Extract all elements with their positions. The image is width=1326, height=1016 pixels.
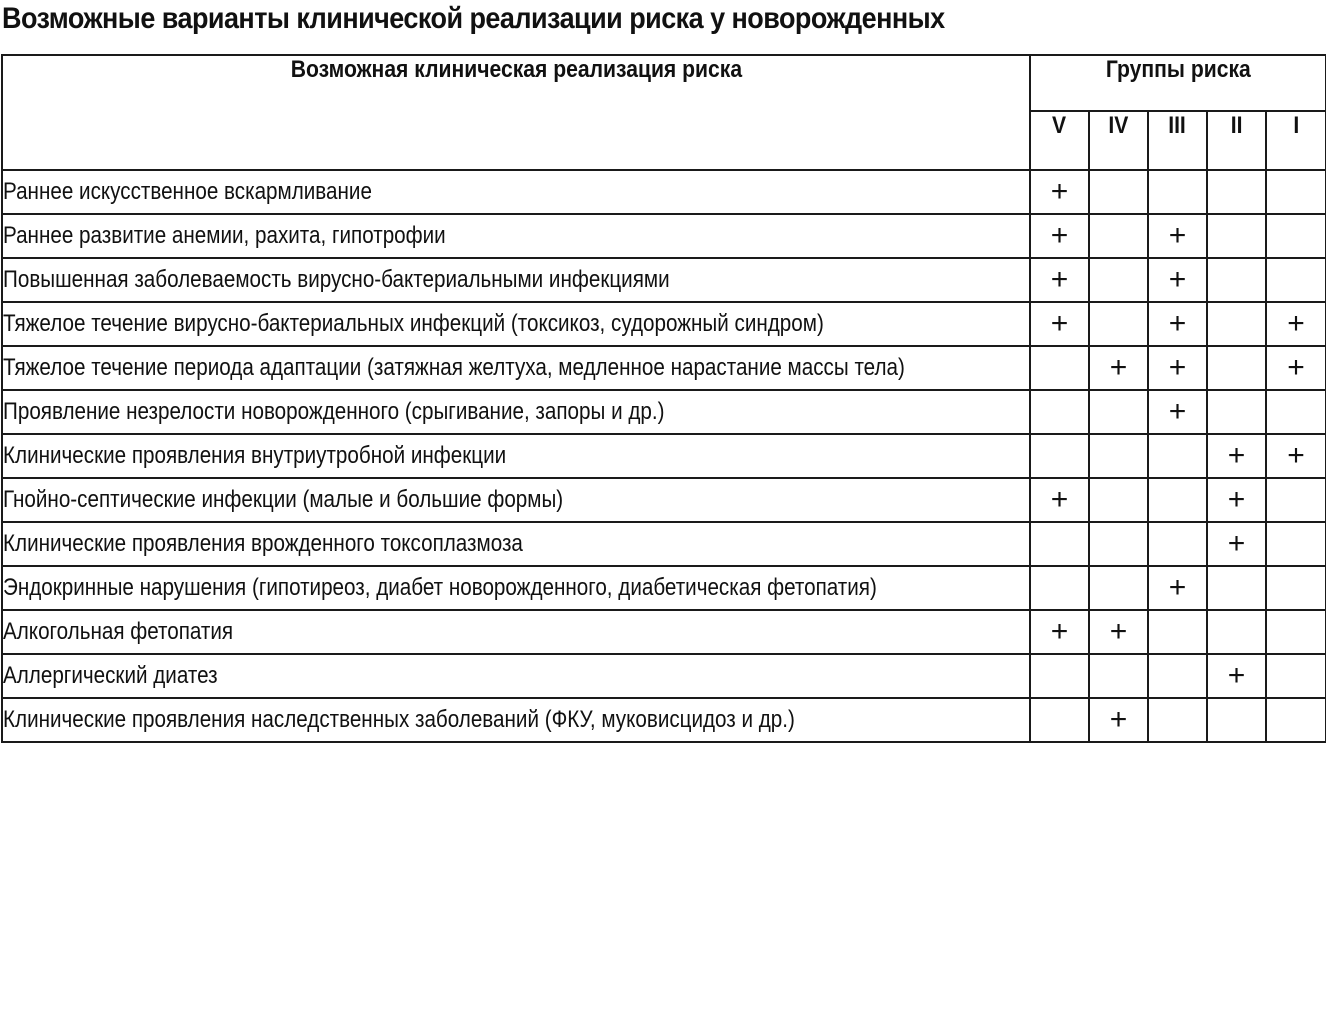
mark-cell-ii [1207,698,1266,742]
column-header-clinical-realization: Возможная клиническая реализация риска [2,55,1030,170]
row-label: Клинические проявления врожденного токсоплазмоза [2,522,1030,566]
mark-cell-ii: + [1207,522,1266,566]
mark-cell-v [1030,522,1089,566]
table-row [2,522,1326,566]
mark-cell-iv [1089,566,1148,610]
row-label: Раннее искусственное вскармливание [2,170,1030,214]
mark-cell-ii [1207,214,1266,258]
mark-cell-i [1266,390,1326,434]
row-label: Эндокринные нарушения (гипотиреоз, диабет новорожденного, диабетическая фетопатия) [2,566,1030,610]
mark-cell-i: + [1266,434,1326,478]
mark-cell-iii [1148,170,1207,214]
mark-cell-v [1030,566,1089,610]
mark-cell-ii [1207,390,1266,434]
row-label: Аллергический диатез [2,654,1030,698]
table-row [2,302,1326,346]
mark-cell-i [1266,698,1326,742]
mark-cell-ii: + [1207,478,1266,522]
table-row [2,170,1326,214]
mark-cell-i [1266,522,1326,566]
mark-cell-iii [1148,610,1207,654]
mark-cell-v [1030,654,1089,698]
mark-cell-ii [1207,170,1266,214]
mark-cell-ii [1207,566,1266,610]
group-header-iii: III [1148,111,1207,170]
mark-cell-iv [1089,434,1148,478]
group-header-v: V [1030,111,1089,170]
mark-cell-i [1266,566,1326,610]
mark-cell-v [1030,346,1089,390]
mark-cell-iii [1148,434,1207,478]
row-label: Алкогольная фетопатия [2,610,1030,654]
mark-cell-iii: + [1148,258,1207,302]
mark-cell-iv: + [1089,698,1148,742]
mark-cell-i [1266,654,1326,698]
mark-cell-i: + [1266,302,1326,346]
mark-cell-ii [1207,302,1266,346]
mark-cell-iv [1089,170,1148,214]
mark-cell-v: + [1030,214,1089,258]
mark-cell-iii [1148,522,1207,566]
mark-cell-ii: + [1207,654,1266,698]
mark-cell-iii [1148,478,1207,522]
row-label: Клинические проявления наследственных заболеваний (ФКУ, муковисцидоз и др.) [2,698,1030,742]
mark-cell-v [1030,698,1089,742]
mark-cell-iv [1089,258,1148,302]
mark-cell-iii: + [1148,214,1207,258]
mark-cell-i [1266,214,1326,258]
row-label: Тяжелое течение вирусно-бактериальных инфекций (токсикоз, судорожный синдром) [2,302,1030,346]
mark-cell-iii [1148,654,1207,698]
table-row [2,390,1326,434]
mark-cell-ii [1207,258,1266,302]
table-row [2,654,1326,698]
mark-cell-i [1266,610,1326,654]
row-label: Раннее развитие анемии, рахита, гипотрофии [2,214,1030,258]
table-row [2,698,1326,742]
mark-cell-i [1266,478,1326,522]
mark-cell-ii [1207,610,1266,654]
table-row [2,434,1326,478]
mark-cell-iv [1089,522,1148,566]
mark-cell-v [1030,390,1089,434]
row-label: Повышенная заболеваемость вирусно-бактериальными инфекциями [2,258,1030,302]
page-title: Возможные варианты клинической реализации риска у новорожденных [2,2,945,35]
row-label: Проявление незрелости новорожденного (срыгивание, запоры и др.) [2,390,1030,434]
row-label: Тяжелое течение периода адаптации (затяжная желтуха, медленное нарастание массы тела) [2,346,1030,390]
mark-cell-v [1030,434,1089,478]
mark-cell-v: + [1030,258,1089,302]
risk-table [1,54,1326,743]
mark-cell-i [1266,258,1326,302]
column-header-risk-groups: Группы риска [1030,55,1326,111]
table-row [2,610,1326,654]
mark-cell-iii: + [1148,566,1207,610]
table-row [2,214,1326,258]
mark-cell-iii [1148,698,1207,742]
mark-cell-iv: + [1089,346,1148,390]
mark-cell-i: + [1266,346,1326,390]
table-row [2,566,1326,610]
row-label: Гнойно-септические инфекции (малые и большие формы) [2,478,1030,522]
mark-cell-ii [1207,346,1266,390]
row-label: Клинические проявления внутриутробной инфекции [2,434,1030,478]
mark-cell-iv [1089,214,1148,258]
mark-cell-iii: + [1148,390,1207,434]
group-header-iv: IV [1089,111,1148,170]
mark-cell-iv [1089,390,1148,434]
group-header-i: I [1266,111,1326,170]
mark-cell-iv [1089,478,1148,522]
mark-cell-v: + [1030,478,1089,522]
mark-cell-v: + [1030,170,1089,214]
table-row [2,258,1326,302]
mark-cell-v: + [1030,610,1089,654]
mark-cell-v: + [1030,302,1089,346]
mark-cell-iii: + [1148,302,1207,346]
mark-cell-ii: + [1207,434,1266,478]
group-header-ii: II [1207,111,1266,170]
table-row [2,346,1326,390]
mark-cell-iv [1089,302,1148,346]
mark-cell-iv: + [1089,610,1148,654]
mark-cell-iii: + [1148,346,1207,390]
table-row [2,478,1326,522]
mark-cell-iv [1089,654,1148,698]
mark-cell-i [1266,170,1326,214]
